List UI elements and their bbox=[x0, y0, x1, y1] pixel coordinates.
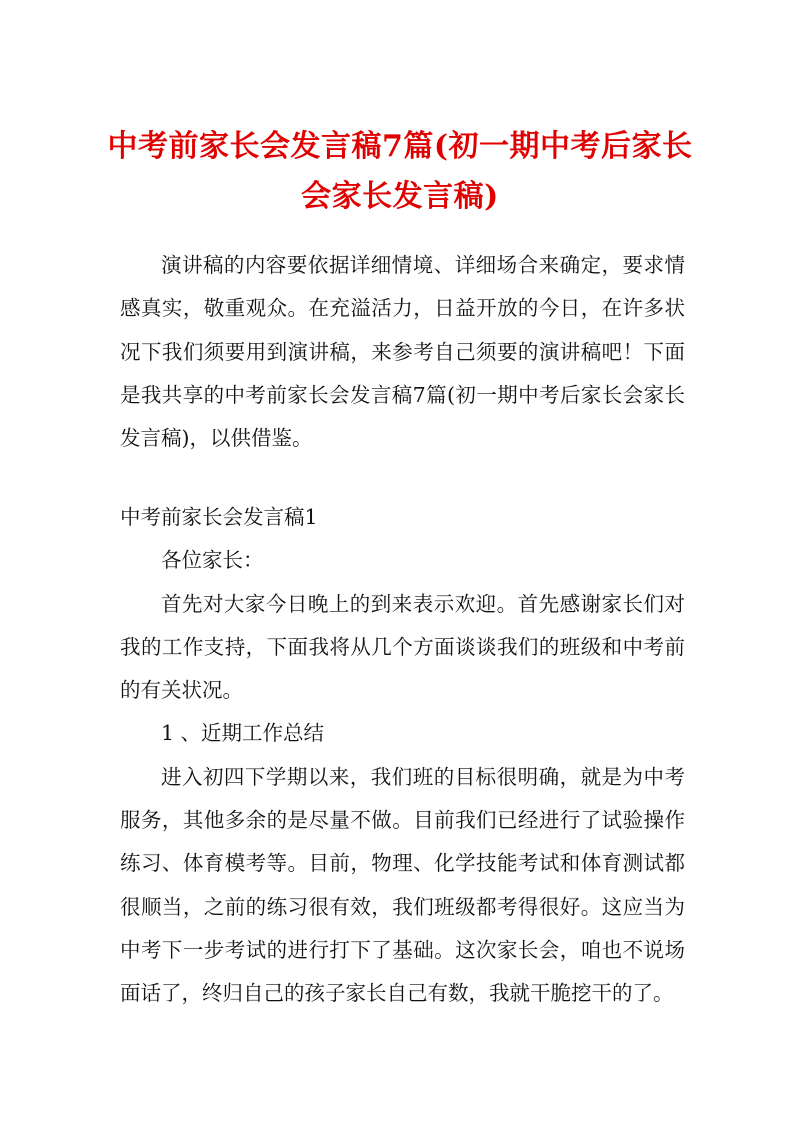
speech-section bbox=[120, 496, 685, 1016]
body-paragraph: 进入初四下学期以来，我们班的目标很明确，就是为中考服务，其他多余的是尽量不做。目前我们已经进行了试验操作练习、体育模考等。目前，物理、化学技能考试和体育测试都很顺当，之前的练习很有效，我们班级都考得很好。这应当为中考下一步考试的进行打下了基础。这次家长会，咱也不说场面话了，终归自己的孩子家长自己有数，我就干脆挖干的了。 bbox=[120, 764, 685, 1006]
document-title: 中考前家长会发言稿7篇(初一期中考后家长会家长发言稿) bbox=[107, 129, 693, 214]
intro-paragraph: 演讲稿的内容要依据详细情境、详细场合来确定，要求情感真实，敬重观众。在充溢活力，日益开放的今日，在许多状况下我们须要用到演讲稿，来参考自己须要的演讲稿吧！下面是我共享的中考前家长会发言稿7篇(初一期中考后家长会家长发言稿)，以供借鉴。 bbox=[120, 253, 685, 451]
body-paragraph: 首先对大家今日晚上的到来表示欢迎。首先感谢家长们对我的工作支持，下面我将从几个方面谈谈我们的班级和中考前的有关状况。 bbox=[120, 591, 685, 703]
greeting-line: 各位家长： bbox=[161, 548, 264, 573]
section-heading: 中考前家长会发言稿1 bbox=[120, 505, 318, 529]
intro-section bbox=[120, 244, 685, 460]
subheading-recent-work-summary: 1 、近期工作总结 bbox=[161, 721, 325, 746]
